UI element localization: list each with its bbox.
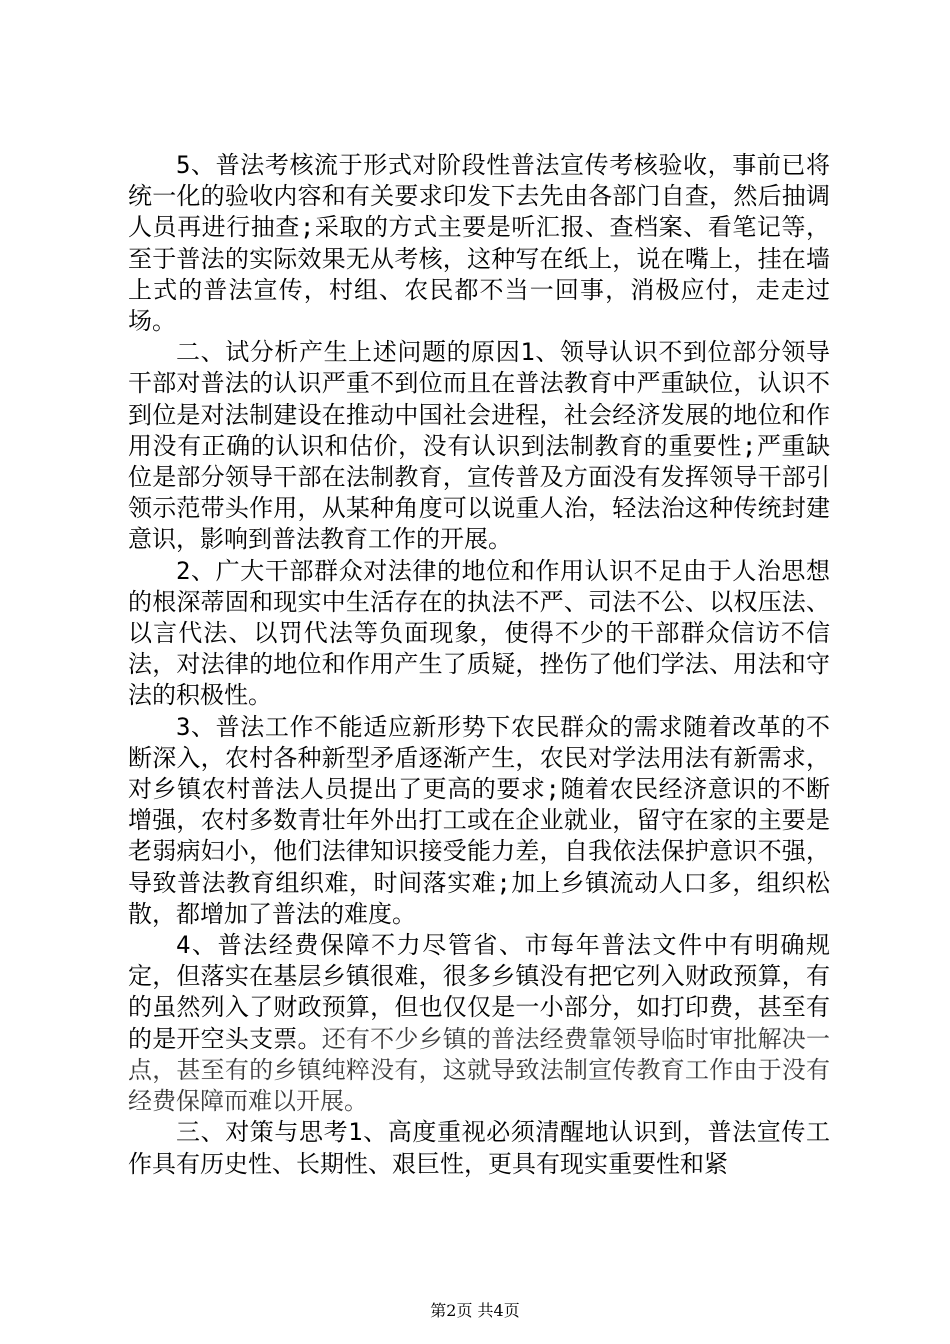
paragraph-5 [128,930,830,1117]
page-number-footer: 第2页 共4页 [430,1301,520,1320]
paragraph-5-main: 4、普法经费保障不力尽管省、市每年普法文件中有明确规定，但落实在基层乡镇很难，很多乡镇没有把它列入财政预算，有的虽然列入了财政预算，但也仅仅是一小部分，如打印费，甚至有的是开空头支票。 [128,931,830,1053]
paragraph-6: 三、对策与思考1、高度重视必须清醒地认识到，普法宣传工作具有历史性、长期性、艰巨性，更具有现实重要性和紧 [128,1118,830,1178]
paragraph-1: 5、普法考核流于形式对阶段性普法宣传考核验收，事前已将统一化的验收内容和有关要求印发下去先由各部门自查，然后抽调人员再进行抽查;采取的方式主要是听汇报、查档案、看笔记等，至于普法的实际效果无从考核，这种写在纸上，说在嘴上，挂在墙上式的普法宣传，村组、农民都不当一回事，消极应付，走走过场。 [128,151,830,336]
document-body [128,150,830,1180]
paragraph-4: 3、普法工作不能适应新形势下农民群众的需求随着改革的不断深入，农村各种新型矛盾逐渐产生，农民对学法用法有新需求，对乡镇农村普法人员提出了更高的要求;随着农民经济意识的不断增强，农村多数青壮年外出打工或在企业就业，留守在家的主要是老弱病妇小，他们法律知识接受能力差，自我依法保护意识不强，导致普法教育组织难，时间落实难;加上乡镇流动人口多，组织松散，都增加了普法的难度。 [128,712,830,928]
paragraph-2: 二、试分析产生上述问题的原因1、领导认识不到位部分领导干部对普法的认识严重不到位而且在普法教育中严重缺位，认识不到位是对法制建设在推动中国社会进程，社会经济发展的地位和作用没有正确的认识和估价，没有认识到法制教育的重要性;严重缺位是部分领导干部在法制教育，宣传普及方面没有发挥领导干部引领示范带头作用，从某种角度可以说重人治，轻法治这种传统封建意识，影响到普法教育工作的开展。 [128,338,830,554]
paragraph-5-faded: 还有不少乡镇的普法经费靠领导临时审批解决一点，甚至有的乡镇纯粹没有，这就导致法制宣传教育工作由于没有经费保障而难以开展。 [128,1024,831,1116]
paragraph-3: 2、广大干部群众对法律的地位和作用认识不足由于人治思想的根深蒂固和现实中生活存在的执法不严、司法不公、以权压法、以言代法、以罚代法等负面现象，使得不少的干部群众信访不信法，对法律的地位和作用产生了质疑，挫伤了他们学法、用法和守法的积极性。 [128,556,830,710]
